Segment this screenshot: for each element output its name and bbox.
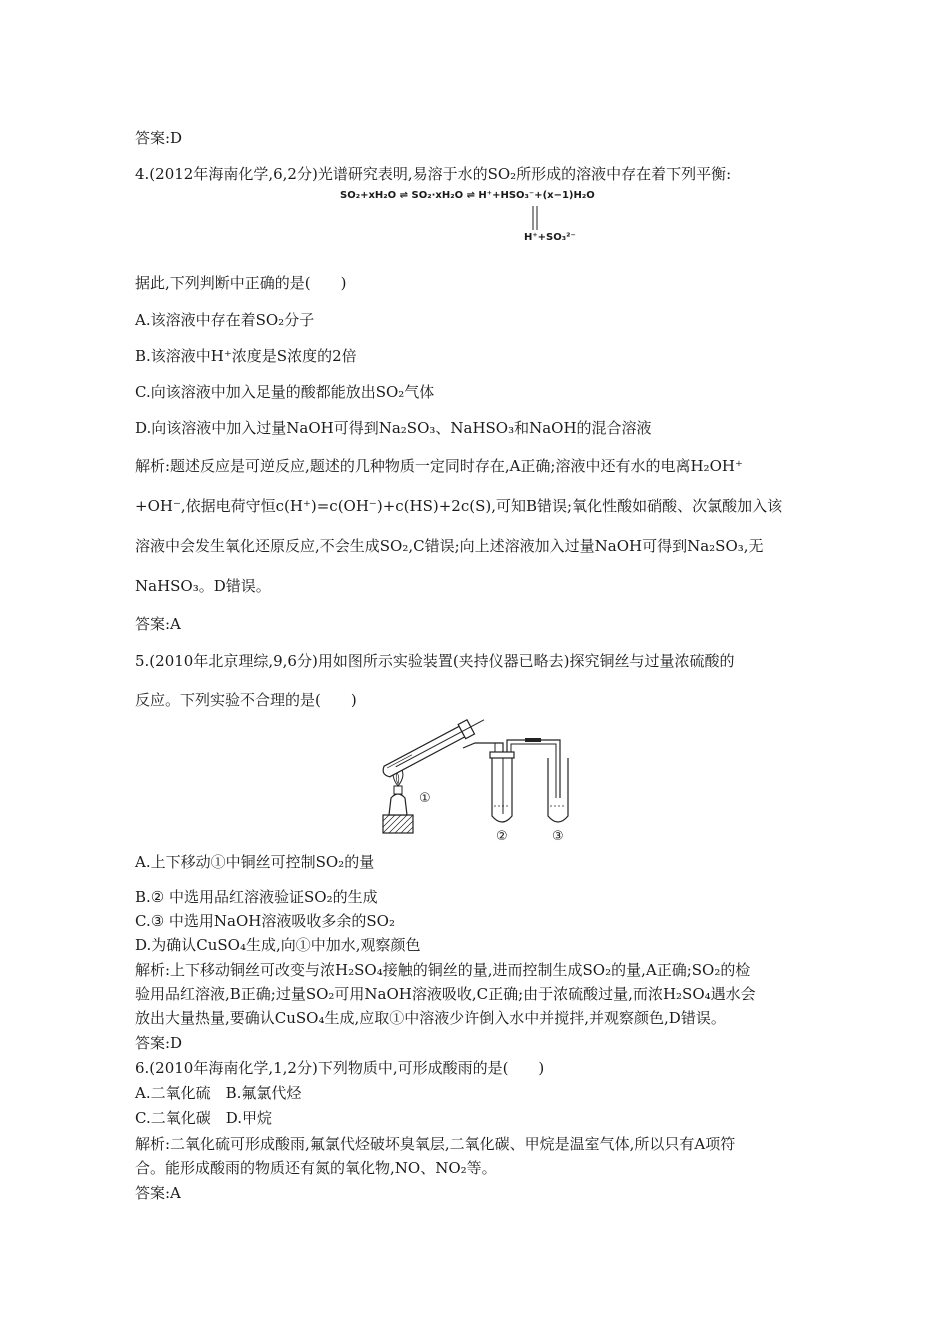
label-3: ③: [552, 829, 564, 843]
q6-options-2: C.二氧化碳 D.甲烷: [135, 1109, 272, 1127]
answer-prev: 答案:D: [135, 129, 183, 147]
q6-analysis-1: 解析:二氧化硫可形成酸雨,氟氯代烃破坏臭氧层,二氧化碳、甲烷是温室气体,所以只有A项符: [135, 1135, 736, 1153]
q4-answer: 答案:A: [135, 615, 181, 633]
q5-apparatus-figure: [375, 718, 580, 843]
q6-answer: 答案:A: [135, 1184, 181, 1202]
q4-equation-branch: H⁺+SO₃²⁻: [524, 232, 576, 243]
q6-options-1: A.二氧化硫 B.氟氯代烃: [135, 1084, 302, 1102]
q6-stem: 6.(2010年海南化学,1,2分)下列物质中,可形成酸雨的是( ): [135, 1059, 545, 1077]
q4-option-a: A.该溶液中存在着SO₂分子: [135, 311, 315, 329]
q5-analysis-1: 解析:上下移动铜丝可改变与浓H₂SO₄接触的铜丝的量,进而控制生成SO₂的量,A正确;SO₂的检: [135, 961, 751, 979]
q5-answer: 答案:D: [135, 1034, 183, 1052]
q5-option-c: C.③ 中选用NaOH溶液吸收多余的SO₂: [135, 912, 395, 930]
q6-analysis-2: 合。能形成酸雨的物质还有氮的氧化物,NO、NO₂等。: [135, 1159, 497, 1177]
q4-equilibrium-arrow: [527, 204, 547, 234]
q4-stem: 4.(2012年海南化学,6,2分)光谱研究表明,易溶于水的SO₂所形成的溶液中存在着下列平衡:: [135, 165, 732, 183]
q5-stem-1: 5.(2010年北京理综,9,6分)用如图所示实验装置(夹持仪器已略去)探究铜丝与过量浓硫酸的: [135, 652, 735, 670]
q4-analysis-3: 溶液中会发生氧化还原反应,不会生成SO₂,C错误;向上述溶液加入过量NaOH可得到Na₂SO₃,无: [135, 537, 764, 555]
q5-option-d: D.为确认CuSO₄生成,向①中加水,观察颜色: [135, 936, 421, 954]
q4-option-c: C.向该溶液中加入足量的酸都能放出SO₂气体: [135, 383, 435, 401]
q5-analysis-2: 验用品红溶液,B正确;过量SO₂可用NaOH溶液吸收,C正确;由于浓硫酸过量,而浓H₂SO₄遇水会: [135, 985, 756, 1003]
q4-analysis-4: NaHSO₃。D错误。: [135, 577, 271, 595]
q4-analysis-2: +OH⁻,依据电荷守恒c(H⁺)=c(OH⁻)+c(HS)+2c(S),可知B错误;氧化性酸如硝酸、次氯酸加入该: [135, 497, 783, 515]
q4-analysis-1: 解析:题述反应是可逆反应,题述的几种物质一定同时存在,A正确;溶液中还有水的电离H₂OH⁺: [135, 457, 743, 475]
q5-stem-2: 反应。下列实验不合理的是( ): [135, 691, 357, 709]
q5-option-b: B.② 中选用品红溶液验证SO₂的生成: [135, 888, 378, 906]
q4-prompt: 据此,下列判断中正确的是( ): [135, 274, 347, 292]
q5-analysis-3: 放出大量热量,要确认CuSO₄生成,应取①中溶液少许倒入水中并搅拌,并观察颜色,D错误。: [135, 1009, 726, 1027]
q4-option-b: B.该溶液中H⁺浓度是S浓度的2倍: [135, 347, 357, 365]
q4-option-d: D.向该溶液中加入过量NaOH可得到Na₂SO₃、NaHSO₃和NaOH的混合溶液: [135, 419, 652, 437]
q4-equation-main: SO₂+xH₂O ⇌ SO₂·xH₂O ⇌ H⁺+HSO₃⁻+(x−1)H₂O: [340, 190, 595, 201]
apparatus-drawing: [375, 718, 580, 843]
q5-option-a: A.上下移动①中铜丝可控制SO₂的量: [135, 853, 375, 871]
q4-equation: [340, 190, 630, 250]
label-1: ①: [419, 791, 431, 806]
label-2: ②: [496, 829, 508, 843]
